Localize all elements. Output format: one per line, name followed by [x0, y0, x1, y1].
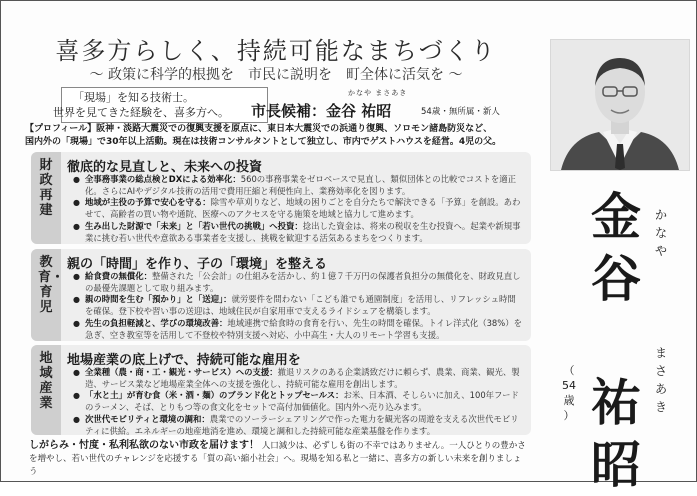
ruby-char: ま	[654, 346, 667, 360]
section-fiscal	[31, 152, 531, 244]
ruby-char: さ	[654, 364, 667, 378]
ruby-char: や	[654, 244, 667, 258]
intro-line-2: 世界を見てきた経験を、喜多方へ。	[53, 106, 229, 119]
name-char: 祐	[591, 374, 641, 432]
section-education	[31, 249, 531, 341]
bullet-item: ● 全事務事業の総点検とDXによる効率化：560の事務事業をゼロベースで見直し、類似団体との比較でコストを適正化。さらにAIやデジタル技術の活用で費用圧縮と利便性向上、業務効率化を図ります。	[73, 174, 523, 197]
section-heading: 親の「時間」を作り、子の「環境」を整える	[67, 257, 328, 272]
vertical-age	[560, 363, 578, 423]
spacer	[591, 310, 641, 372]
page-title: 喜多方らしく、持続可能なまちづくり	[55, 37, 497, 65]
age-char: （	[563, 364, 575, 377]
bullet-item: ● 次世代モビリティと環境の調和：農業でのソーラーシェアリングで作った電力を観光客の周遊を支える次世代モビリティに供給。エネルギーの地産地消を進め、環境と調和した持続可能な産業基盤を作ります。	[73, 414, 523, 437]
footer-slogan: しがらみ・忖度・私利私欲のない市政を届けます！	[29, 440, 259, 451]
profile-tag: 【プロフィール】	[25, 124, 97, 134]
profile-line-1: 阪神・淡路大震災での復興支援を原点に、東日本大震災での浜通り復興、ソロモン諸島防災など、	[96, 124, 493, 134]
bullet-item: ● 先生の負担軽減と、学びの環境改善：地域連携で給食時の食育を行い、先生の時間を確保。トイレ洋式化（38%）を急ぎ、空き教室等を活用して不登校や特別支援へ対応、小中高生・大人のリモート学習も支援。	[73, 318, 523, 341]
ruby-char: な	[654, 226, 667, 240]
page-subtitle: ～ 政策に科学的根拠を 市民に説明を 町全体に活気を ～	[89, 67, 463, 83]
ruby-char: き	[654, 400, 667, 414]
section-label: 財政再建	[31, 152, 61, 244]
intro-line-1: 「現場」を知る技術士。	[73, 91, 194, 104]
bullet-item: ● 給食費の無償化：整備された「公会計」の仕組みを活かし、約１億７千万円の保護者負担分の無償化を、財政見直しの最優先課題として取り組みます。	[73, 271, 523, 294]
spacer	[653, 260, 669, 344]
profile-block	[25, 123, 530, 149]
ruby-char: あ	[654, 382, 667, 396]
footer-text: 人口減少は、必ずしも街の不幸ではありません。一人ひとりの豊かさを増やし、若い世代のチャレンジを応援する「質の高い縮小社会」へ。現場を知る私と一緒に、喜多方の新しい未来を創りましょう	[29, 441, 526, 477]
name-char: 昭	[591, 436, 641, 494]
candidate-ruby: かなや まさあき	[348, 89, 408, 97]
intro-block	[23, 87, 523, 121]
bullet-item: ● 地域が主役の予算で安心を守る：除雪や草刈りなど、地域の困りごとを自分たちで解決できる「予算」を創設。あわせて、高齢者の買い物や通院、医療へのアクセスを守る施策を地域と協力して進めます。	[73, 197, 523, 220]
age-char: 54	[562, 379, 576, 392]
section-heading: 徹底的な見直しと、未来への投資	[67, 160, 263, 175]
candidate-meta: 54歳・無所属・新人	[421, 107, 500, 117]
name-char: 谷	[591, 250, 641, 308]
portrait-illustration	[551, 40, 689, 170]
age-char: ）	[563, 409, 575, 422]
vertical-name-ruby	[653, 206, 669, 416]
name-char: 金	[591, 188, 641, 246]
ruby-char: か	[654, 208, 667, 222]
bullet-item: ● 親の時間を生む「預かり」と「送迎」：就労要件を問わない「こども誰でも通園制度」を活用し、リフレッシュ時間を確保。登下校や習い事の送迎は、地域住民が自家用車で支えるライドシェアを構築します。	[73, 294, 523, 317]
section-bullets	[73, 174, 523, 244]
section-bullets	[73, 367, 523, 437]
bullet-item: ● 全業種（農・商・工・観光・サービス）への支援：撤退リスクのある企業誘致だけに頼らず、農業、商業、観光、製造、サービス業など地場産業全体への支援を強化し、持続可能な雇用を創出します。	[73, 367, 523, 390]
section-label: 地域産業	[31, 345, 61, 435]
section-bullets	[73, 271, 523, 341]
candidate-label: 市長候補：金谷 祐昭	[251, 102, 392, 120]
age-char: 歳	[563, 394, 575, 407]
section-industry	[31, 345, 531, 435]
footer-message	[29, 439, 529, 479]
bullet-item: ● 「水と土」が育む食（米・酒・麺）のブランド化とトップセールス：お米、日本酒、そしらいに加え、100年フードのラーメン、そば、とりもつ等の食文化をセットで高付加価値化。国内外へ売り込みます。	[73, 390, 523, 413]
section-label: 教育・育児	[31, 249, 61, 341]
candidate-photo	[550, 39, 690, 171]
vertical-candidate-name	[591, 186, 641, 496]
profile-line-2: 国内外の「現場」で30年以上活動。現在は技術コンサルタントとして独立し、市内でゲストハウスを経営。4児の父。	[25, 137, 502, 147]
bullet-item: ● 生み出した財源で「未来」と「若い世代の挑戦」へ投資：捻出した資金は、将来の税収を生む投資へ。起業や新規事業に挑む若い世代や意欲ある事業者を支援し、挑戦を歓迎する活気あるまちをつくります。	[73, 221, 523, 244]
section-heading: 地場産業の底上げで、持続可能な雇用を	[67, 353, 301, 368]
